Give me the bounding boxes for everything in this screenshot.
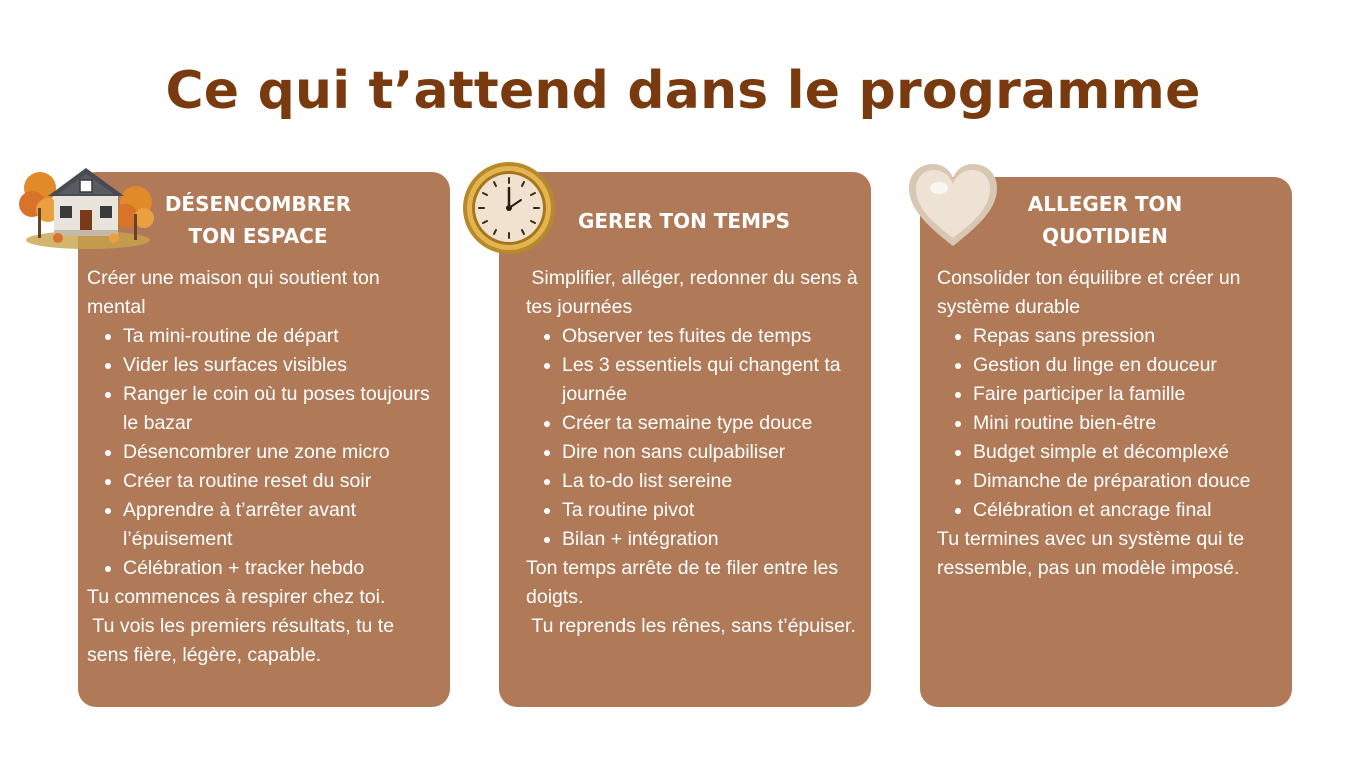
card-intro: Simplifier, alléger, redonner du sens à tes journées <box>526 267 864 318</box>
card-body <box>526 264 864 641</box>
list-item: • Ranger le coin où tu poses toujours le bazar <box>123 380 440 438</box>
list-item: • Dire non sans culpabiliser <box>562 438 861 467</box>
card-body <box>937 264 1282 583</box>
card-title-line: TON ESPACE <box>188 224 328 248</box>
list-item: • Vider les surfaces visibles <box>123 351 440 380</box>
card-intro: Créer une maison qui soutient ton mental <box>87 267 386 318</box>
list-item: • La to-do list sereine <box>562 467 861 496</box>
list-item: • Faire participer la famille <box>973 380 1282 409</box>
card-title <box>138 188 378 252</box>
card-desencombrer <box>78 172 450 707</box>
list-item: • Ta mini-routine de départ <box>123 322 440 351</box>
card-alleger-quotidien <box>920 177 1292 707</box>
card-list <box>937 322 1282 525</box>
heart-icon <box>905 160 1001 250</box>
card-title-line: DÉSENCOMBRER <box>164 192 352 216</box>
list-item: • Créer ta semaine type douce <box>562 409 861 438</box>
card-title-line: GERER TON TEMPS <box>577 209 791 233</box>
card-outro: Tu commences à respirer chez toi. <box>87 586 386 608</box>
card-body <box>87 264 440 670</box>
list-item: • Célébration et ancrage final <box>973 496 1282 525</box>
list-item: • Gestion du linge en douceur <box>973 351 1282 380</box>
list-item: • Bilan + intégration <box>562 525 861 554</box>
page-title: Ce qui t’attend dans le programme <box>165 61 1201 121</box>
list-item: • Observer tes fuites de temps <box>562 322 861 351</box>
list-item: • Les 3 essentiels qui changent ta journée <box>562 351 861 409</box>
list-item: • Désencombrer une zone micro <box>123 438 440 467</box>
list-item: • Repas sans pression <box>973 322 1282 351</box>
clock-icon <box>461 160 557 256</box>
card-outro: Tu termines avec un système qui te ressemble, pas un modèle imposé. <box>937 528 1250 579</box>
card-title-line: QUOTIDIEN <box>1042 224 1168 248</box>
house-autumn-icon <box>18 158 156 250</box>
card-list <box>526 322 861 554</box>
card-title-line: ALLEGER TON <box>1027 192 1183 216</box>
list-item: • Ta routine pivot <box>562 496 861 525</box>
list-item: • Budget simple et décomplexé <box>973 438 1282 467</box>
list-item: • Créer ta routine reset du soir <box>123 467 440 496</box>
list-item: • Célébration + tracker hebdo <box>123 554 440 583</box>
card-title <box>980 188 1230 252</box>
card-list <box>87 322 440 583</box>
card-outro: Tu vois les premiers résultats, tu te sens fière, légère, capable. <box>87 615 400 666</box>
list-item: • Apprendre à t’arrêter avant l’épuisement <box>123 496 440 554</box>
card-outro: Tu reprends les rênes, sans t’épuiser. <box>526 615 856 637</box>
card-outro: Ton temps arrête de te filer entre les doigts. <box>526 557 844 608</box>
card-title <box>539 205 829 237</box>
card-intro: Consolider ton équilibre et créer un système durable <box>937 267 1246 318</box>
list-item: • Dimanche de préparation douce <box>973 467 1282 496</box>
list-item: • Mini routine bien-être <box>973 409 1282 438</box>
